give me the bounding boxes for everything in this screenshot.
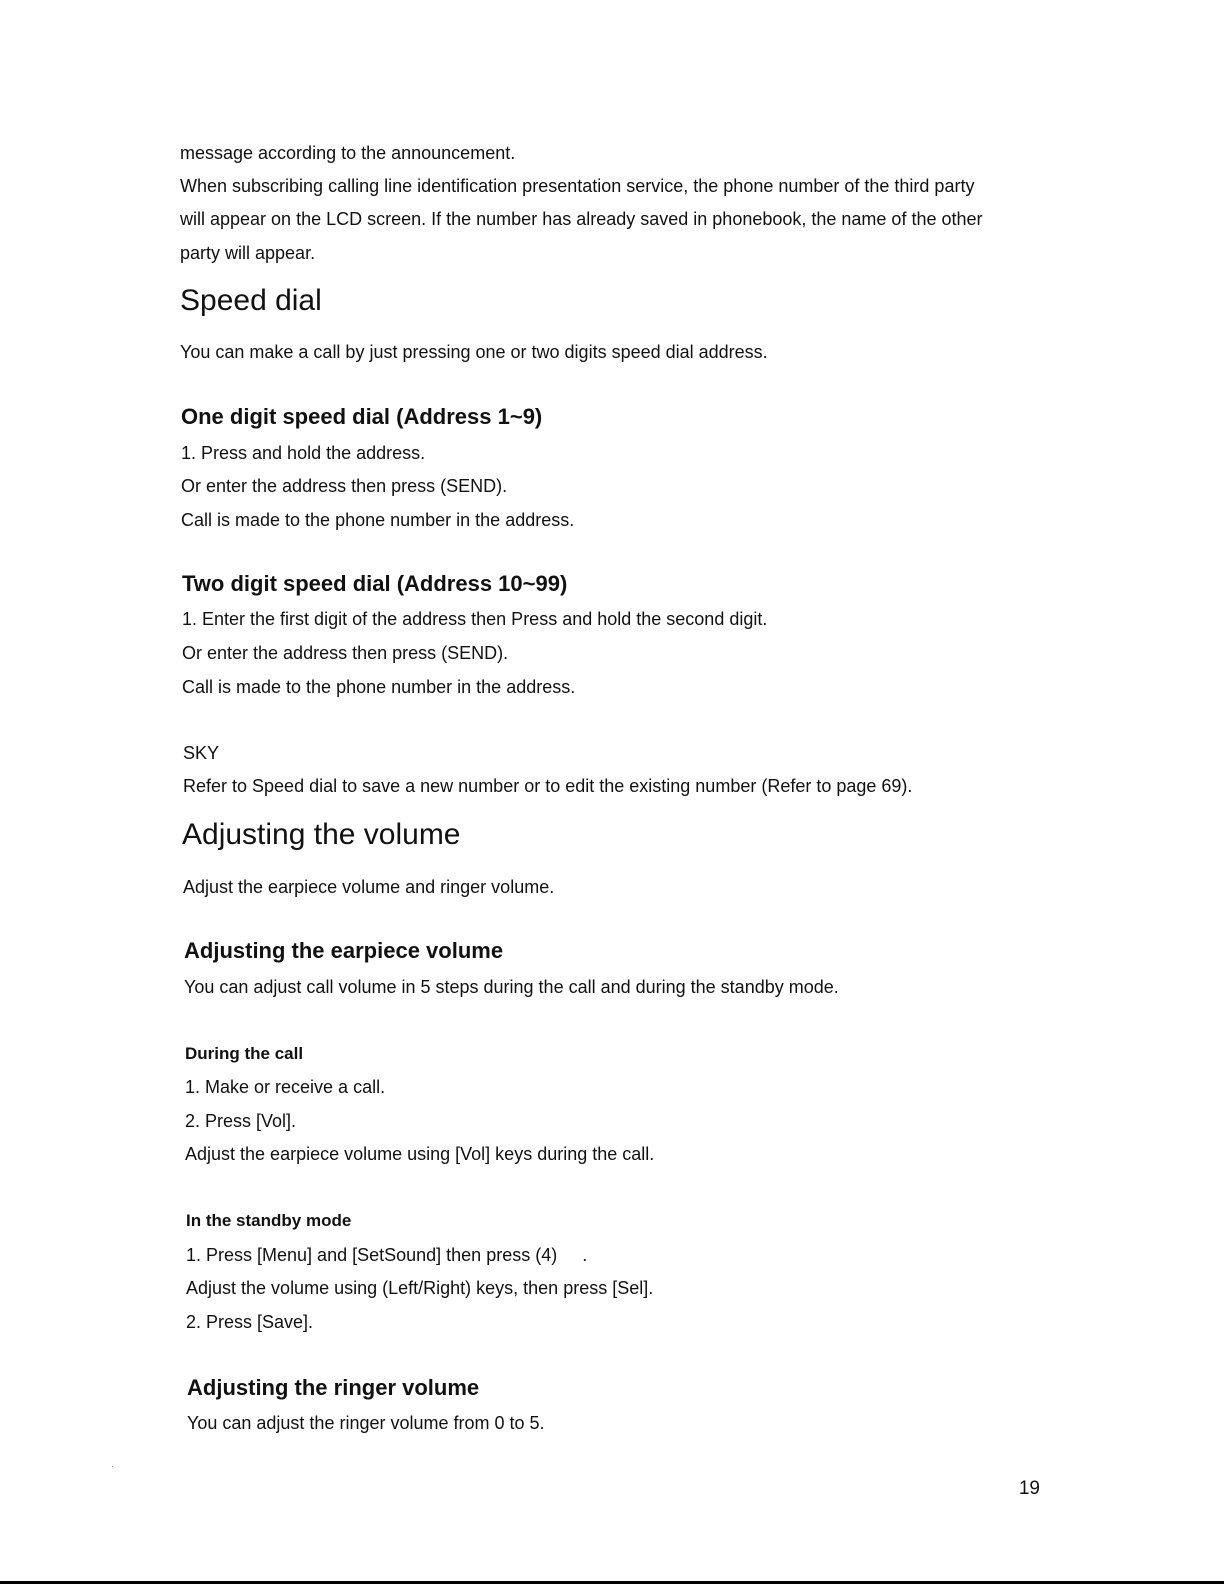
note-label: SKY <box>183 743 220 763</box>
standby-heading: In the standby mode <box>186 1211 352 1230</box>
standby-step-3: 2. Press [Save]. <box>186 1312 314 1332</box>
intro-line-1: message according to the announcement. <box>180 143 516 163</box>
speed-dial-heading: Speed dial <box>180 284 322 317</box>
earpiece-desc: You can adjust call volume in 5 steps during the call and during the standby mode. <box>184 977 839 997</box>
speed-dial-desc: You can make a call by just pressing one or two digits speed dial address. <box>180 342 768 362</box>
during-call-step-1: 1. Make or receive a call. <box>185 1077 386 1097</box>
two-digit-step-1: 1. Enter the first digit of the address then Press and hold the second digit. <box>182 609 768 629</box>
note-text: Refer to Speed dial to save a new number or to edit the existing number (Refer to page 69). <box>183 776 913 796</box>
scan-speck <box>112 1466 113 1467</box>
standby-step-1: 1. Press [Menu] and [SetSound] then press (4) . <box>186 1245 588 1265</box>
volume-desc: Adjust the earpiece volume and ringer volume. <box>183 877 555 897</box>
one-digit-step-2: Or enter the address then press (SEND). <box>181 476 508 496</box>
during-call-heading: During the call <box>185 1044 304 1063</box>
during-call-step-2: 2. Press [Vol]. <box>185 1111 297 1131</box>
one-digit-step-3: Call is made to the phone number in the address. <box>181 510 575 530</box>
one-digit-step-1: 1. Press and hold the address. <box>181 443 426 463</box>
two-digit-step-2: Or enter the address then press (SEND). <box>182 643 509 663</box>
standby-step-2: Adjust the volume using (Left/Right) keys, then press [Sel]. <box>186 1278 654 1298</box>
two-digit-step-3: Call is made to the phone number in the address. <box>182 677 576 697</box>
intro-line-2: When subscribing calling line identification presentation service, the phone number of the third party <box>180 176 975 196</box>
ringer-desc: You can adjust the ringer volume from 0 to 5. <box>187 1413 545 1433</box>
ringer-heading: Adjusting the ringer volume <box>187 1375 480 1400</box>
volume-heading: Adjusting the volume <box>182 818 461 851</box>
intro-line-4: party will appear. <box>180 243 316 263</box>
two-digit-heading: Two digit speed dial (Address 10~99) <box>182 571 568 596</box>
page-number: 19 <box>1018 1478 1040 1499</box>
during-call-step-3: Adjust the earpiece volume using [Vol] keys during the call. <box>185 1144 655 1164</box>
earpiece-heading: Adjusting the earpiece volume <box>184 938 504 963</box>
intro-line-3: will appear on the LCD screen. If the number has already saved in phonebook, the name of the other <box>180 209 983 229</box>
one-digit-heading: One digit speed dial (Address 1~9) <box>181 404 543 429</box>
